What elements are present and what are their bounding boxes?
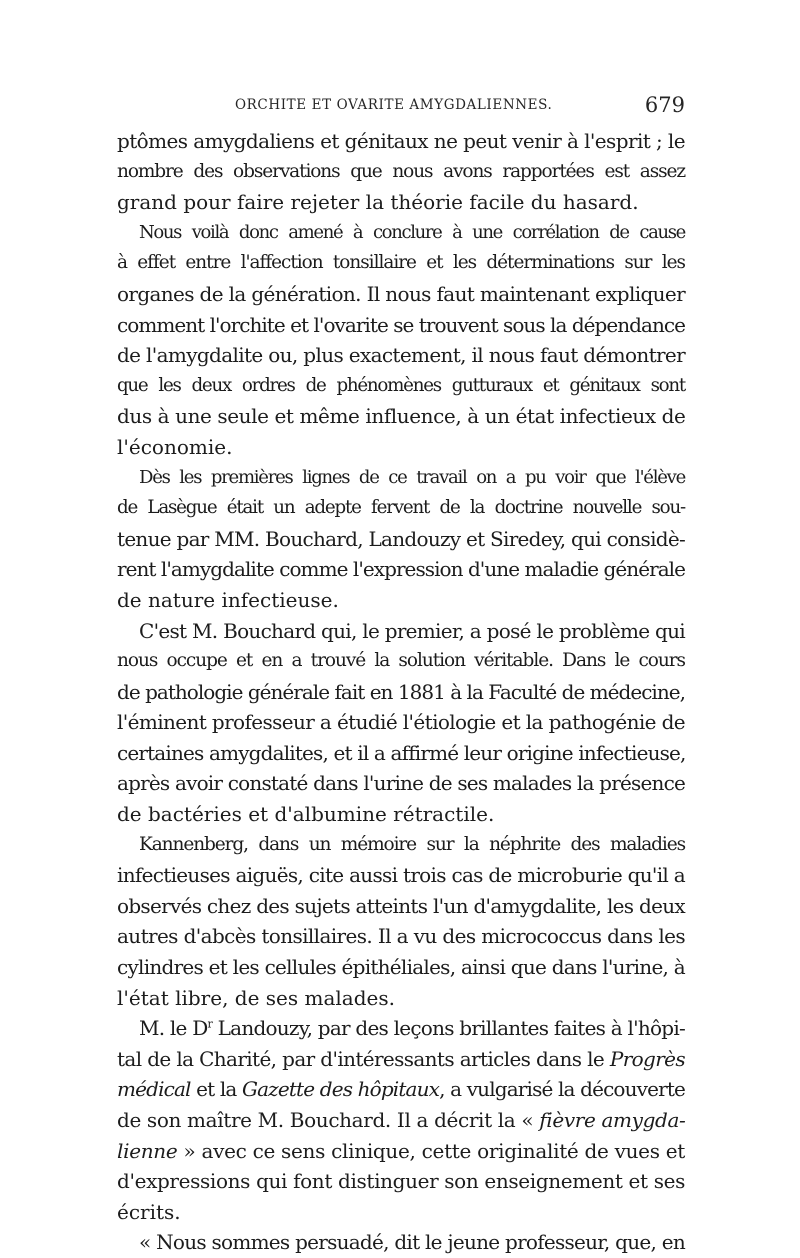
text-line: ptômes amygdaliens et génitaux ne peut venir à l'esprit ; le: [117, 129, 685, 153]
page-number: 679: [644, 93, 685, 117]
text-run: , a vulgarisé la découverte: [439, 1077, 686, 1102]
text-line: [117, 1105, 685, 1136]
text-line: de pathologie générale fait en 1881 à la Faculté de médecine,: [117, 679, 685, 704]
text-line: Kannenberg, dans un mémoire sur la néphrite des maladies: [139, 833, 685, 855]
text-run: tal de la Charité, par d'intéressants articles dans le: [117, 1046, 610, 1071]
text-line: tenue par MM. Bouchard, Landouzy et Siredey, qui considè-: [117, 526, 685, 551]
text-line: dus à une seule et même influence, à un état infectieux de: [117, 404, 686, 429]
text-line: [117, 1044, 685, 1075]
italic-term: fièvre amygda-: [539, 1108, 686, 1132]
text-line: [117, 1136, 685, 1167]
text-line: de bactéries et d'albumine rétractile.: [117, 802, 495, 827]
page-header: [117, 93, 685, 123]
text-line: C'est M. Bouchard qui, le premier, a posé le problème qui: [139, 618, 685, 643]
body-text: [117, 126, 685, 1258]
text-line: de Lasègue était un adepte fervent de la doctrine nouvelle sou-: [117, 497, 685, 519]
text-line: l'état libre, de ses malades.: [117, 985, 395, 1010]
text-line: Dès les premières lignes de ce travail on a pu voir que l'élève: [139, 466, 685, 488]
text-line: d'expressions qui font distinguer son enseignement et ses: [117, 1169, 685, 1194]
text-run: » avec ce sens clinique, cette originalité de vues et: [177, 1138, 686, 1163]
text-line: de l'amygdalite ou, plus exactement, il nous faut démontrer: [117, 343, 685, 368]
text-line: comment l'orchite et l'ovarite se trouvent sous la dépendance: [117, 312, 685, 337]
text-line: « Nous sommes persuadé, dit le jeune professeur, que, en: [139, 1230, 685, 1255]
text-line: [117, 1074, 685, 1105]
text-line: observés chez des sujets atteints l'un d'amygdalite, les deux: [117, 893, 685, 918]
text-line: à effet entre l'affection tonsillaire et les déterminations sur les: [117, 252, 685, 274]
text-line: l'éminent professeur a étudié l'étiologie et la pathogénie de: [117, 710, 685, 735]
text-line: que les deux ordres de phénomènes gutturaux et génitaux sont: [117, 374, 685, 396]
text-line: infectieuses aiguës, cite aussi trois cas de microburie qu'il a: [117, 863, 685, 888]
text-line: de nature infectieuse.: [117, 587, 339, 612]
text-run: Landouzy, par des leçons brillantes faites à l'hôpi-: [212, 1016, 685, 1041]
text-run: M. le D: [139, 1016, 208, 1041]
text-line: grand pour faire rejeter la théorie facile du hasard.: [117, 190, 639, 215]
text-line: nombre des observations que nous avons rapportées est assez: [117, 160, 685, 182]
text-line: nous occupe et en a trouvé la solution véritable. Dans le cours: [117, 650, 685, 672]
running-title: ORCHITE ET OVARITE AMYGDALIENNES.: [235, 97, 553, 113]
text-line: autres d'abcès tonsillaires. Il a vu des micrococcus dans les: [117, 924, 685, 949]
text-line: écrits.: [117, 1199, 181, 1224]
italic-term: lienne: [117, 1138, 178, 1163]
text-line: organes de la génération. Il nous faut maintenant expliquer: [117, 281, 685, 306]
text-line: Nous voilà donc amené à conclure à une corrélation de cause: [139, 221, 685, 243]
italic-title: médical: [117, 1077, 191, 1102]
text-run: de son maître M. Bouchard. Il a décrit la «: [117, 1108, 540, 1132]
superscript: r: [207, 1017, 213, 1031]
italic-title: Progrès: [609, 1046, 685, 1071]
text-line: après avoir constaté dans l'urine de ses malades la présence: [117, 771, 686, 796]
text-line: l'économie.: [117, 434, 233, 459]
text-line: certaines amygdalites, et il a affirmé leur origine infectieuse,: [117, 740, 686, 765]
text-line: cylindres et les cellules épithéliales, ainsi que dans l'urine, à: [117, 955, 685, 980]
text-line: [117, 1013, 685, 1044]
italic-title: Gazette des hôpitaux: [241, 1077, 440, 1102]
text-run: et la: [190, 1077, 242, 1102]
text-line: rent l'amygdalite comme l'expression d'une maladie générale: [117, 557, 685, 582]
